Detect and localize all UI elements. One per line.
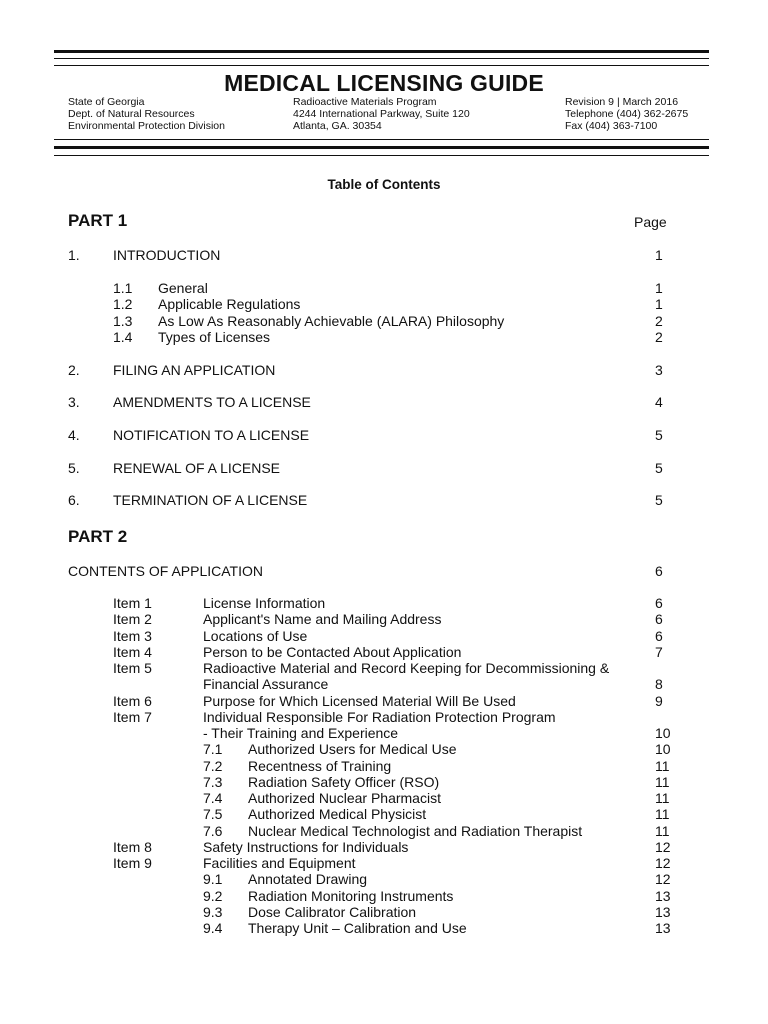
document-title: MEDICAL LICENSING GUIDE: [224, 70, 544, 96]
toc-subentry[interactable]: 7.5 Authorized Medical Physicist 11: [203, 806, 670, 823]
toc-entry[interactable]: 5. RENEWAL OF A LICENSE 5: [68, 460, 663, 476]
toc-item[interactable]: Item 9 Facilities and Equipment 12: [113, 855, 671, 871]
toc-item[interactable]: Item 7 Individual Responsible For Radiation Protection Program: [113, 708, 556, 725]
toc-subentry[interactable]: 7.4 Authorized Nuclear Pharmacist 11: [203, 790, 670, 806]
toc-subentry[interactable]: 9.2 Radiation Monitoring Instruments 13: [203, 887, 671, 904]
page-column-label: Page: [634, 214, 667, 230]
header-agency: State of Georgia Dept. of Natural Resources Environmental Protection Division: [68, 96, 225, 132]
toc-item[interactable]: Financial Assurance 8: [203, 676, 663, 693]
toc-item[interactable]: Item 3 Locations of Use 6: [113, 627, 663, 644]
toc-subentry[interactable]: 7.6 Nuclear Medical Technologist and Radiation Therapist 11: [203, 822, 670, 839]
header-contact: Revision 9 | March 2016 Telephone (404) 362-2675 Fax (404) 363-7100: [565, 96, 689, 132]
bottom-rule-thin-2: [54, 155, 709, 156]
toc-item[interactable]: Item 4 Person to be Contacted About Application 7: [113, 643, 663, 660]
toc-item[interactable]: Item 6 Purpose for Which Licensed Material Will Be Used 9: [113, 692, 663, 709]
toc-subentry[interactable]: 1.3 As Low As Reasonably Achievable (ALARA) Philosophy 2: [113, 312, 663, 329]
toc-subentry[interactable]: 9.4 Therapy Unit – Calibration and Use 13: [203, 920, 671, 936]
toc-item[interactable]: - Their Training and Experience 10: [203, 725, 671, 741]
header-address: Radioactive Materials Program 4244 International Parkway, Suite 120 Atlanta, GA. 30354: [293, 96, 470, 132]
toc-entry[interactable]: 2. FILING AN APPLICATION 3: [68, 362, 663, 378]
toc-subentry[interactable]: 9.3 Dose Calibrator Calibration 13: [203, 903, 671, 920]
toc-title: Table of Contents: [327, 177, 441, 192]
toc-entry[interactable]: CONTENTS OF APPLICATION 6: [68, 563, 663, 579]
toc-item[interactable]: Item 5 Radioactive Material and Record Keeping for Decommissioning &: [113, 660, 610, 676]
toc-entry[interactable]: 4. NOTIFICATION TO A LICENSE 5: [68, 427, 663, 443]
top-rule-thin-2: [54, 65, 709, 66]
toc-subentry[interactable]: 7.1 Authorized Users for Medical Use 10: [203, 741, 671, 758]
bottom-rule-thick: [54, 146, 709, 149]
toc-subentry[interactable]: 9.1 Annotated Drawing 12: [203, 871, 671, 888]
toc-subentry[interactable]: 1.2 Applicable Regulations 1: [113, 296, 663, 313]
toc-subentry[interactable]: 1.4 Types of Licenses 2: [113, 329, 663, 346]
toc-item[interactable]: Item 2 Applicant's Name and Mailing Address 6: [113, 611, 663, 628]
toc-entry[interactable]: 3. AMENDMENTS TO A LICENSE 4: [68, 394, 663, 410]
toc-entry[interactable]: 6. TERMINATION OF A LICENSE 5: [68, 492, 663, 508]
top-rule-thin: [54, 58, 709, 59]
part-2-heading: PART 2: [68, 527, 128, 546]
toc-subentry[interactable]: 1.1 General 1: [113, 280, 663, 296]
toc-entry[interactable]: 1. INTRODUCTION 1: [68, 247, 663, 263]
toc-subentry[interactable]: 7.3 Radiation Safety Officer (RSO) 11: [203, 773, 670, 790]
bottom-rule-thin: [54, 139, 709, 140]
part-1-heading: PART 1: [68, 211, 128, 230]
toc-item[interactable]: Item 1 License Information 6: [113, 595, 663, 611]
toc-item[interactable]: Item 8 Safety Instructions for Individuals 12: [113, 838, 671, 855]
top-rule-thick: [54, 50, 709, 53]
toc-subentry[interactable]: 7.2 Recentness of Training 11: [203, 757, 670, 774]
